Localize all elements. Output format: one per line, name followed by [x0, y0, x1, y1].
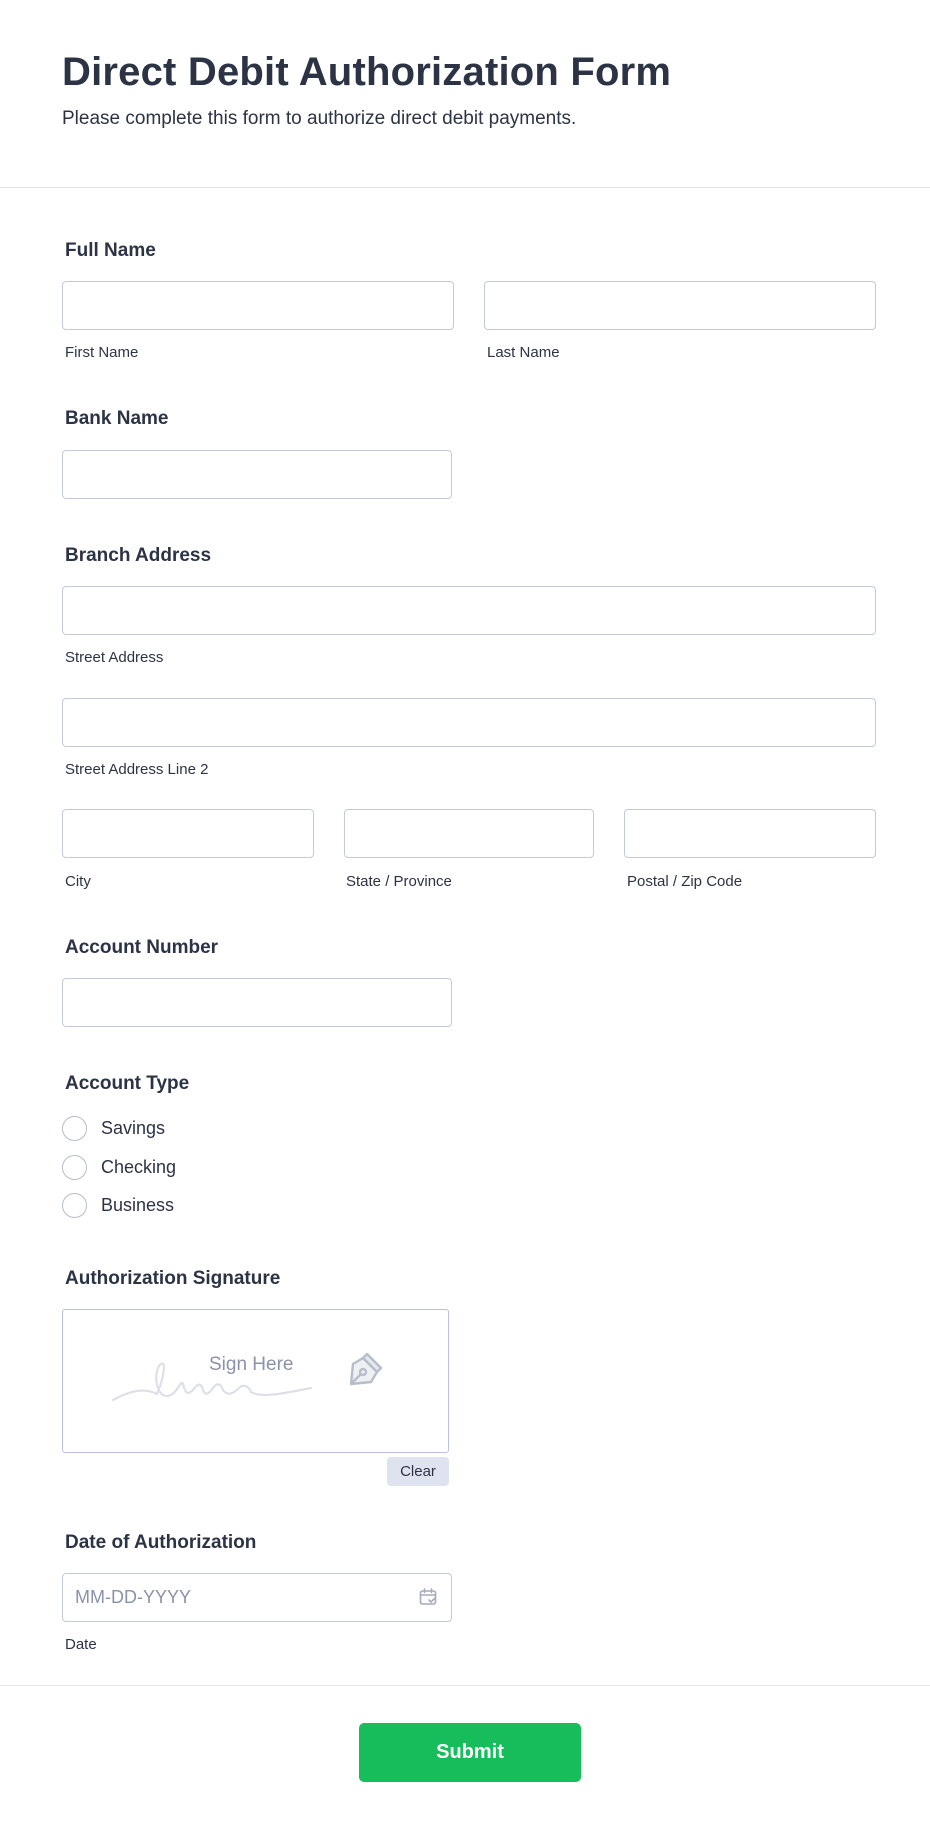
radio-button[interactable] — [62, 1193, 87, 1218]
full-name-label: Full Name — [65, 240, 156, 261]
form-title: Direct Debit Authorization Form — [62, 50, 672, 94]
clear-signature-button[interactable]: Clear — [387, 1457, 449, 1486]
pen-nib-icon — [343, 1350, 385, 1392]
street-address-line2-sublabel: Street Address Line 2 — [65, 761, 209, 778]
date-sublabel: Date — [65, 1636, 97, 1653]
account-number-input[interactable] — [62, 978, 452, 1027]
radio-option-savings[interactable] — [62, 1115, 165, 1141]
city-sublabel: City — [65, 873, 91, 890]
radio-label: Business — [101, 1194, 175, 1215]
radio-label: Checking — [101, 1156, 177, 1177]
calendar-icon[interactable] — [418, 1587, 438, 1607]
branch-address-label: Branch Address — [65, 545, 212, 566]
radio-option-business[interactable] — [62, 1192, 174, 1218]
postal-zip-input[interactable] — [624, 809, 876, 858]
first-name-input[interactable] — [62, 281, 454, 330]
first-name-sublabel: First Name — [65, 344, 139, 361]
radio-label: Savings — [101, 1117, 166, 1138]
radio-option-checking[interactable] — [62, 1154, 176, 1180]
header-divider — [0, 187, 930, 188]
radio-button[interactable] — [62, 1155, 87, 1180]
bank-name-label: Bank Name — [65, 408, 169, 429]
bank-name-input[interactable] — [62, 450, 452, 499]
footer-divider — [0, 1685, 930, 1686]
last-name-input[interactable] — [484, 281, 876, 330]
radio-button[interactable] — [62, 1116, 87, 1141]
date-label: Date of Authorization — [65, 1532, 257, 1553]
signature-label: Authorization Signature — [65, 1268, 281, 1289]
street-address-sublabel: Street Address — [65, 649, 164, 666]
form-subtitle: Please complete this form to authorize direct debit payments. — [62, 108, 577, 129]
state-province-sublabel: State / Province — [346, 873, 452, 890]
city-input[interactable] — [62, 809, 314, 858]
sign-here-placeholder: Sign Here — [209, 1354, 294, 1375]
state-province-input[interactable] — [344, 809, 594, 858]
signature-pad[interactable] — [62, 1309, 449, 1453]
account-number-label: Account Number — [65, 937, 219, 958]
account-type-label: Account Type — [65, 1073, 190, 1094]
street-address-line2-input[interactable] — [62, 698, 876, 747]
last-name-sublabel: Last Name — [487, 344, 560, 361]
postal-zip-sublabel: Postal / Zip Code — [627, 873, 743, 890]
submit-button[interactable]: Submit — [359, 1723, 581, 1782]
signature-scribble-icon — [111, 1350, 351, 1406]
street-address-input[interactable] — [62, 586, 876, 635]
date-input[interactable] — [62, 1573, 452, 1622]
